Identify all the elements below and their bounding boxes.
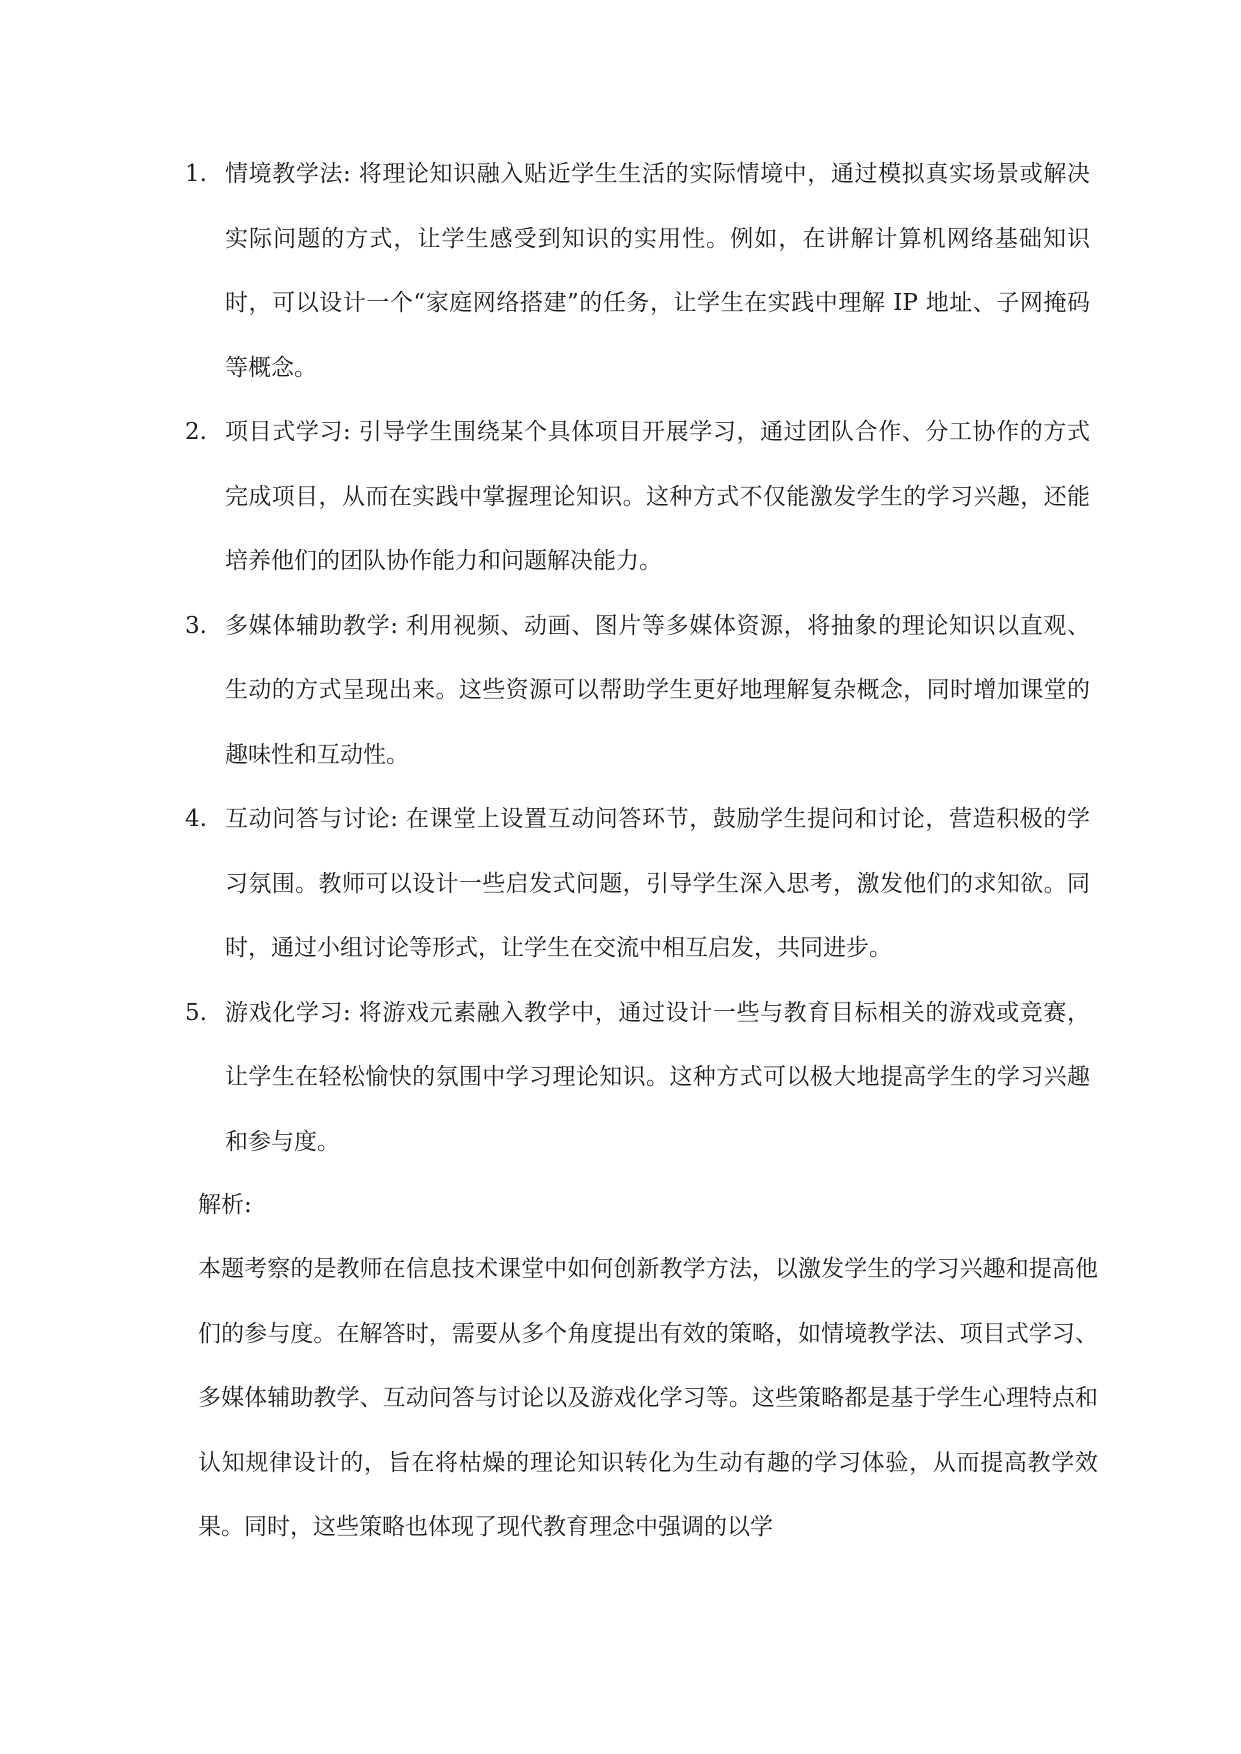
strategy-item-4 [185,787,1090,981]
strategy-list [185,142,1090,1174]
item-text: 多媒体辅助教学: 利用视频、动画、图片等多媒体资源，将抽象的理论知识以直观、生动的方式呈现出来。这些资源可以帮助学生更好地理解复杂概念，同时增加课堂的趣味性和互动性。 [225,612,1090,768]
item-text: 互动问答与讨论: 在课堂上设置互动问答环节，鼓励学生提问和讨论，营造积极的学习氛围。教师可以设计一些启发式问题，引导学生深入思考，激发他们的求知欲。同时，通过小组讨论等形式，让学生在交流中相互启发，共同进步。 [225,806,1090,961]
item-number: 3. [185,612,207,639]
analysis-paragraph: 本题考察的是教师在信息技术课堂中如何创新教学方法，以激发学生的学习兴趣和提高他们的参与度。在解答时，需要从多个角度提出有效的策略，如情境教学法、项目式学习、多媒体辅助教学、互动问答与讨论以及游戏化学习等。这些策略都是基于学生心理特点和认知规律设计的，旨在将枯燥的理论知识转化为生动有趣的学习体验，从而提高教学效果。同时，这些策略也体现了现代教育理念中强调的以学 [198,1256,1098,1541]
item-text: 项目式学习: 引导学生围绕某个具体项目开展学习，通过团队合作、分工协作的方式完成项目，从而在实践中掌握理论知识。这种方式不仅能激发学生的学习兴趣，还能培养他们的团队协作能力和问题解决能力。 [225,419,1090,574]
analysis-heading: 解析: [198,1192,252,1218]
item-number: 5. [185,999,207,1026]
item-number: 4. [185,806,207,832]
item-number: 1. [185,161,207,187]
item-text: 情境教学法: 将理论知识融入贴近学生生活的实际情境中，通过模拟真实场景或解决实际问题的方式，让学生感受到知识的实用性。例如，在讲解计算机网络基础知识时，可以设计一个“家庭网络搭建”的任务，让学生在实践中理解 IP 地址、子网掩码等概念。 [225,161,1090,381]
strategy-item-1 [185,142,1090,400]
strategy-item-5 [185,981,1090,1175]
strategy-item-2 [185,400,1090,594]
strategy-item-3 [185,594,1090,788]
item-number: 2. [185,419,207,445]
item-text: 游戏化学习: 将游戏元素融入教学中，通过设计一些与教育目标相关的游戏或竞赛，让学生在轻松愉快的氛围中学习理论知识。这种方式可以极大地提高学生的学习兴趣和参与度。 [225,999,1090,1155]
